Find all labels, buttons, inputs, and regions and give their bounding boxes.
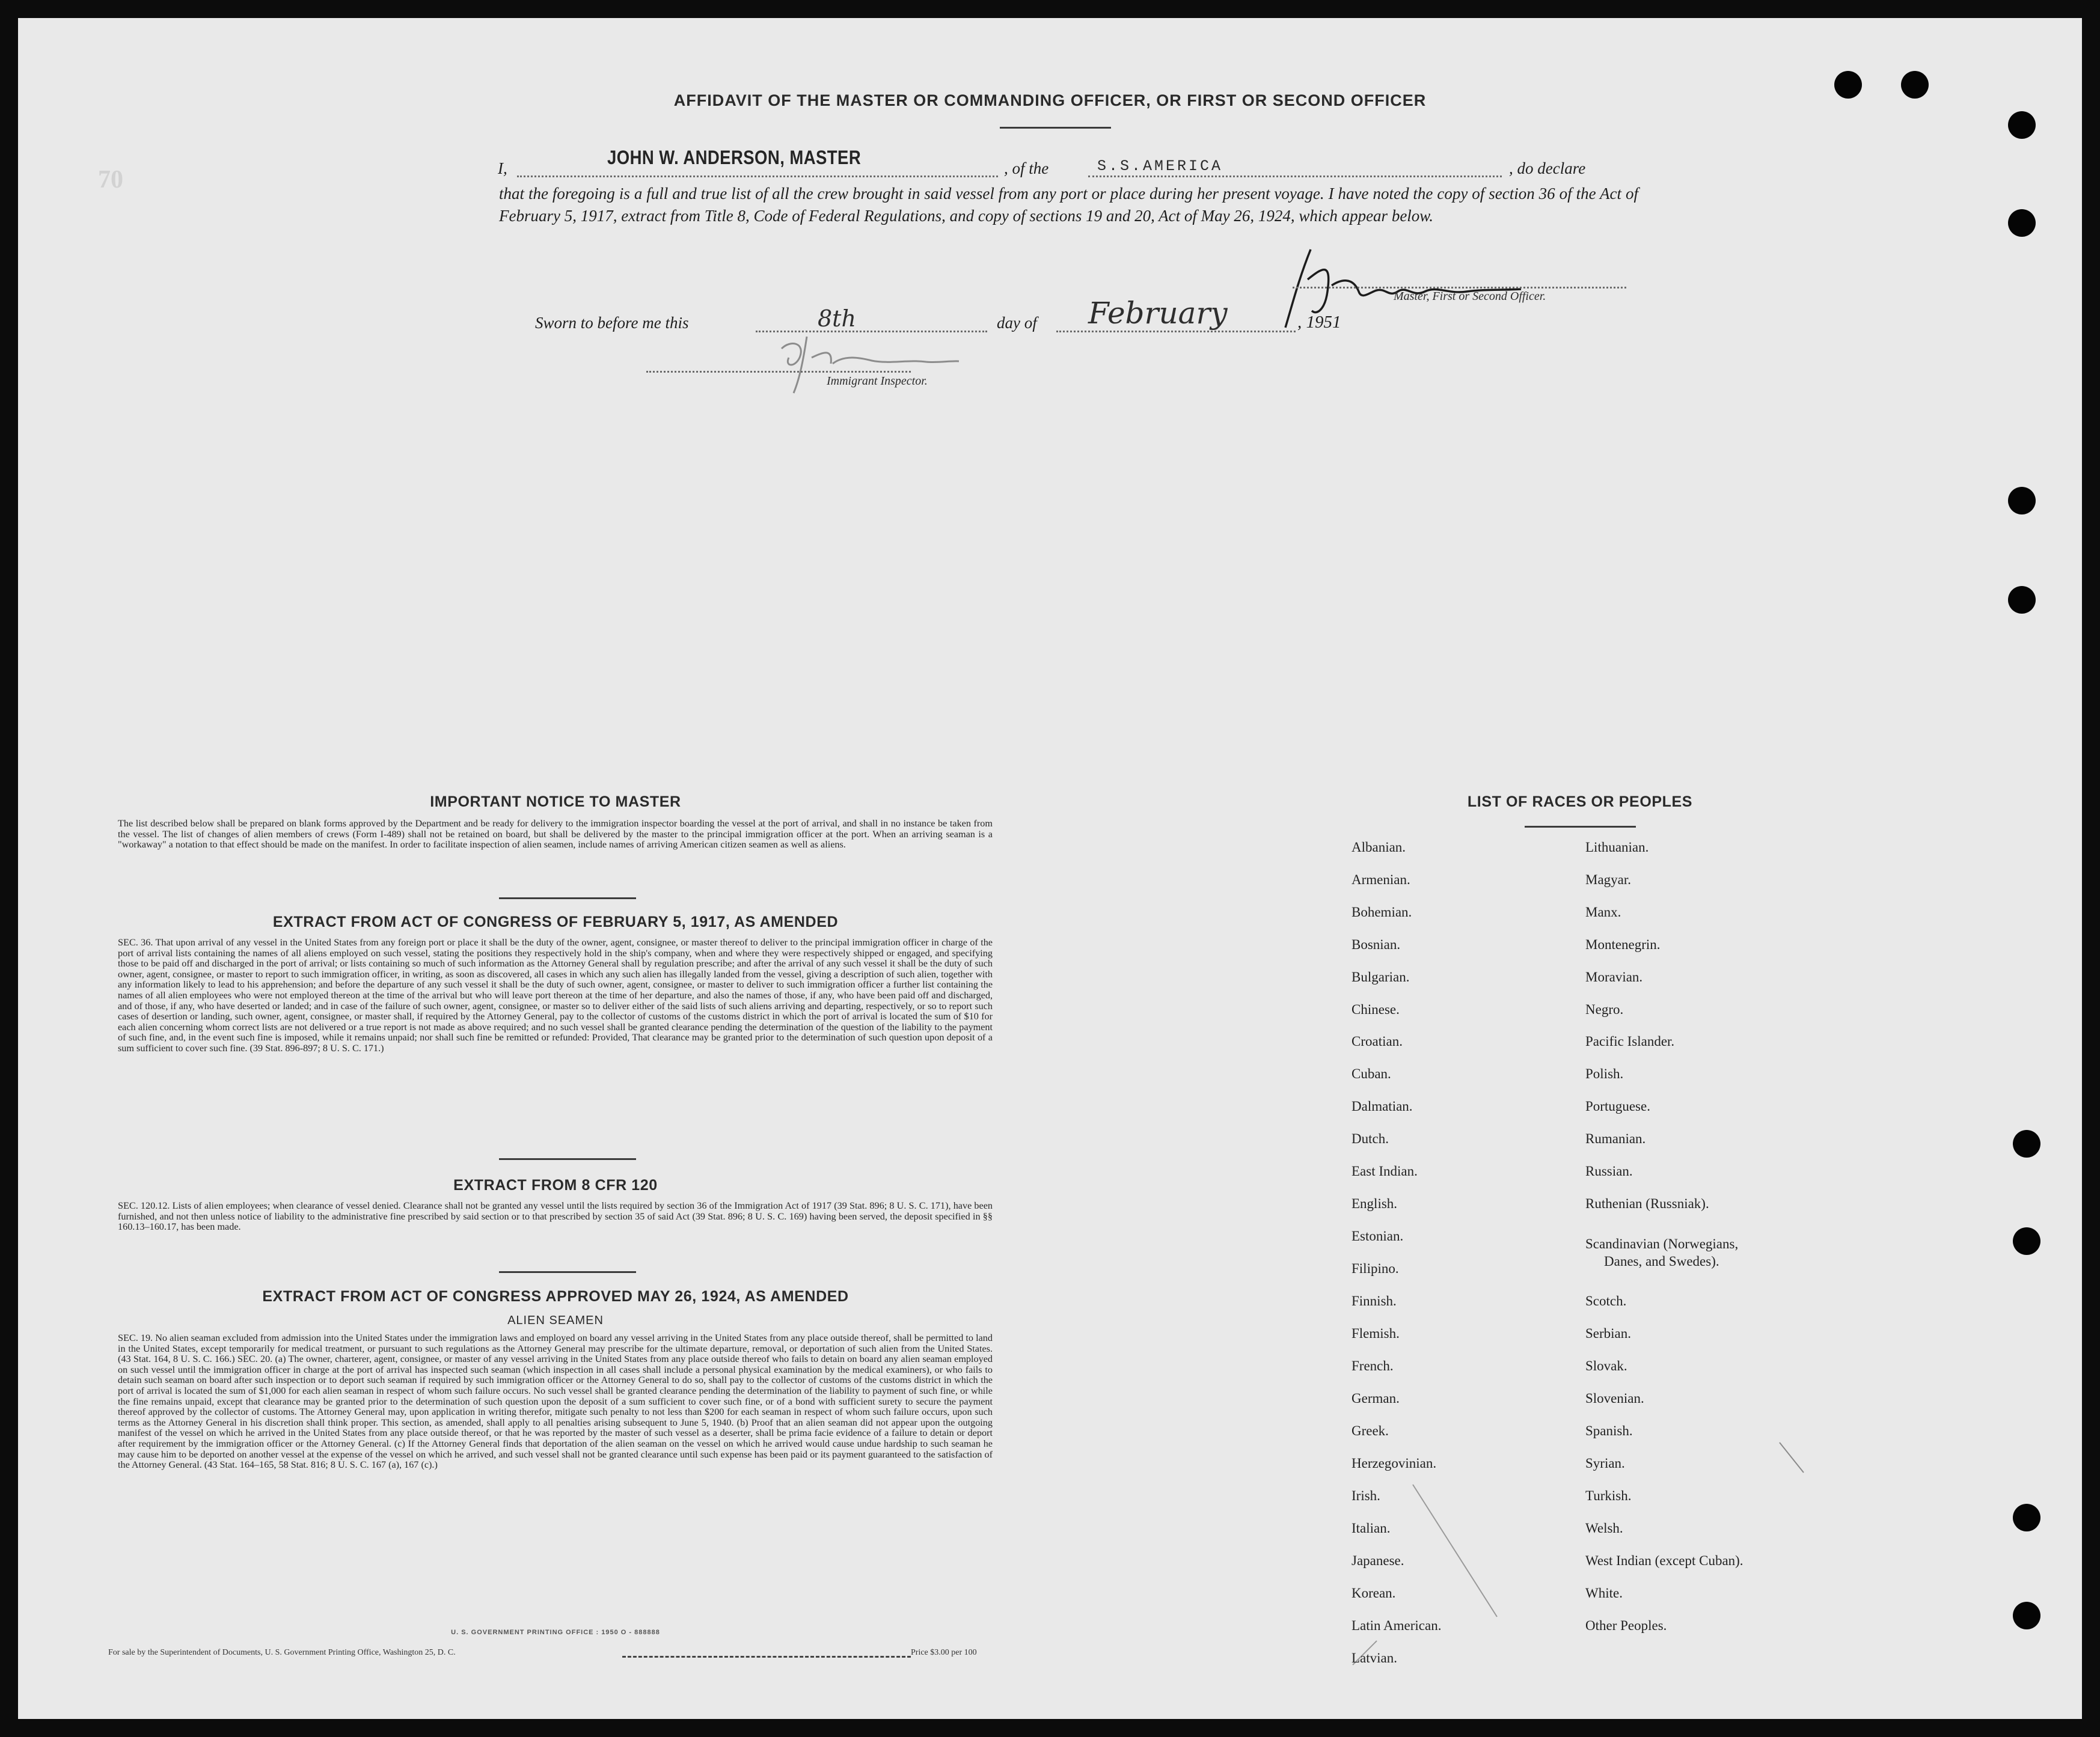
races-rule	[1525, 826, 1636, 828]
punch-hole	[2013, 1227, 2040, 1255]
punch-hole	[2008, 586, 2036, 614]
master-signature-caption: Master, First or Second Officer.	[1394, 290, 1546, 303]
race-item: Lithuanian.	[1585, 840, 1649, 855]
race-item: Filipino.	[1352, 1261, 1399, 1276]
of-the-label: , of the	[1004, 159, 1049, 177]
race-item: Turkish.	[1585, 1488, 1632, 1503]
notice-title: IMPORTANT NOTICE TO MASTER	[430, 793, 681, 810]
race-item: Serbian.	[1585, 1326, 1632, 1341]
sale-notice: For sale by the Superintendent of Documents, U. S. Government Printing Office, Washington 25, D. C.	[108, 1648, 456, 1657]
race-item: Scandinavian (Norwegians,	[1585, 1236, 1739, 1251]
extract-1917-text: SEC. 36. That upon arrival of any vessel in the United States from any foreign port or place it shall be the duty of the owner, agent, consignee, or master thereof to deliver to the principal immigration officer in charge of the port of arrival lists containing the names of all aliens employed on such vessel, stating the positions they respectively hold in the ship's company, when and where they were respectively shipped or engaged, and specifying those to be paid off and discharged in the port of arrival; or lists containing so much of such information as the Attorney General shall by regulation prescribe; and after the arrival of any such vessel it shall be the duty of such owner, agent, consignee, or master to report to such immigration officer, in writing, as soon as discovered, all cases in which any such alien has illegally landed from the vessel, giving a description of such alien, together with any information likely to lead to his apprehension; and before the departure of any such vessel it shall be the duty of such owner, agent, consignee, or master to deliver to such immigration officer a further list containing the names of all alien employees who were not employed thereon at the time of the arrival but who will leave port thereon at the time of her departure, and also the names of those, if any, who have been paid off and discharged, and of those, if any, who have deserted or landed; and in case of the failure of such owner, agent, consignee, or master so to deliver either of the said lists of such aliens arriving and departing, respectively, or so to report such cases of desertion or landing, such owner, agent, consignee, or master shall, if required by the Attorney General, pay to the collector of customs of the customs district in which the port of arrival is located the sum of $10 for each alien concerning whom correct lists are not delivered or a true report is not made as above required; and no such vessel shall be granted clearance pending the determination of the question of the liability to the payment of such fine, and, in the event such fine is imposed, while it remains unpaid; nor shall such fine be remitted or refunded: Provided, That clearance may be granted prior to the determination of such question upon deposit of a sum sufficient to cover such fine. (39 Stat. 896-897; 8 U. S. C. 171.)	[118, 937, 993, 1054]
notice-rule	[499, 897, 636, 899]
race-item: French.	[1352, 1358, 1394, 1373]
sworn-month: February	[1088, 296, 1228, 331]
race-item: Slovak.	[1585, 1358, 1627, 1373]
race-item: Bohemian.	[1352, 905, 1412, 920]
race-item: Portuguese.	[1585, 1099, 1650, 1114]
pencil-marks	[1341, 1436, 1822, 1677]
extract-cfr-text: SEC. 120.12. Lists of alien employees; when clearance of vessel denied. Clearance shall not be granted any vessel until the lists required by section 36 of the Immigration Act of 1917 (39 Stat. 896; 8 U. S. C. 171), have been furnished, and not then unless notice of liability to the administrative fine prescribed by said section or to that prescribed by section 35 of said Act (39 Stat. 896; 8 U. S. C. 169) having been served, the deposit specified in §§ 160.13–160.17, has been made.	[118, 1200, 993, 1233]
extract-1917-rule	[499, 1158, 636, 1160]
race-item: Greek.	[1352, 1423, 1389, 1438]
master-signature-line	[1293, 273, 1626, 288]
race-item: Irish.	[1352, 1488, 1380, 1503]
sworn-year: , 1951	[1297, 313, 1341, 332]
title-rule	[1000, 127, 1111, 129]
race-item: Herzegovinian.	[1352, 1456, 1437, 1471]
sworn-day: 8th	[818, 305, 856, 332]
race-item: Manx.	[1585, 905, 1621, 920]
race-item: Armenian.	[1352, 872, 1410, 887]
alien-seamen-subtitle: ALIEN SEAMEN	[507, 1314, 604, 1327]
race-item: Montenegrin.	[1585, 937, 1661, 952]
extract-cfr-rule	[499, 1271, 636, 1273]
race-item: Rumanian.	[1585, 1131, 1646, 1146]
race-item: Negro.	[1585, 1002, 1624, 1017]
punch-hole	[2013, 1602, 2040, 1629]
race-item: Magyar.	[1585, 872, 1632, 887]
race-item: Moravian.	[1585, 969, 1643, 985]
race-item: Chinese.	[1352, 1002, 1400, 1017]
race-item: Latin American.	[1352, 1618, 1442, 1633]
race-item: Estonian.	[1352, 1229, 1404, 1244]
notice-text: The list described below shall be prepared on blank forms approved by the Department and be ready for delivery to the immigration inspector boarding the vessel at the port of arrival, and shall in no instance be taken from the vessel. The list of changes of alien members of crews (Form I-489) shall not be retained on board, but shall be delivered by the master to the principal immigration officer at the port. When an arriving seaman is a "workaway" a notation to that effect should be made on the manifest. In order to facilitate inspection of alien seamen, include names of arriving American citizen seamen as well as aliens.	[118, 818, 993, 850]
race-item: Scotch.	[1585, 1293, 1627, 1308]
race-item: German.	[1352, 1391, 1400, 1406]
punch-hole	[2013, 1504, 2040, 1531]
race-item: East Indian.	[1352, 1164, 1418, 1179]
races-title: LIST OF RACES OR PEOPLES	[1467, 793, 1693, 810]
race-item: Welsh.	[1585, 1521, 1623, 1536]
race-item: Danes, and Swedes).	[1604, 1254, 1719, 1269]
vessel-name: S.S.AMERICA	[1097, 157, 1223, 175]
race-item: English.	[1352, 1196, 1398, 1211]
footer-dash-line	[622, 1656, 911, 1658]
race-item: Slovenian.	[1585, 1391, 1644, 1406]
inspector-caption: Immigrant Inspector.	[827, 374, 928, 388]
race-item: Spanish.	[1585, 1423, 1633, 1438]
race-item: Dalmatian.	[1352, 1099, 1413, 1114]
race-item: Dutch.	[1352, 1131, 1389, 1146]
extract-1917-title: EXTRACT FROM ACT OF CONGRESS OF FEBRUARY 5, 1917, AS AMENDED	[272, 914, 839, 930]
race-item: White.	[1585, 1586, 1623, 1601]
race-item: Croatian.	[1352, 1034, 1403, 1049]
race-item: Other Peoples.	[1585, 1618, 1667, 1633]
race-item: Polish.	[1585, 1066, 1624, 1081]
race-item: Japanese.	[1352, 1553, 1404, 1568]
race-item: West Indian (except Cuban).	[1585, 1553, 1743, 1568]
race-item: Korean.	[1352, 1586, 1396, 1601]
do-declare-label: , do declare	[1509, 159, 1586, 177]
declaration-text: that the foregoing is a full and true list of all the crew brought in said vessel from any port or place during her present voyage. I have noted the copy of section 36 of the Act of February 5, 1917, extract from Title 8, Code of Federal Regulations, and copy of sections 19 and 20, Act of May 26, 1924, which appear below.	[499, 185, 1638, 225]
race-item: Pacific Islander.	[1585, 1034, 1675, 1049]
race-item: Syrian.	[1585, 1456, 1625, 1471]
extract-1924-text: SEC. 19. No alien seaman excluded from admission into the United States under the immigration laws and employed on board any vessel arriving in the United States from any place outside thereof, shall be permitted to land in the United States, except temporarily for medical treatment, or pursuant to such regulations as the Attorney General may prescribe for the ultimate departure, removal, or deportation of such alien from the United States. (43 Stat. 164, 8 U. S. C. 166.) SEC. 20. (a) The owner, charterer, agent, consignee, or master of any vessel arriving in the United States from any place outside thereof who fails to detain on board any alien seaman employed on such vessel until the immigration officer in charge at the port of arrival has inspected such seaman (which inspection in all cases shall include a personal physical examination by the medical examiners), or who fails to detain such seaman on board after such inspection or to deport such seaman if required by such immigration officer or the Attorney General to do so, shall pay to the collector of customs of the customs district in which the port of arrival is located the sum of $1,000 for each alien seaman in respect of whom such failure occurs. No such vessel shall be granted clearance pending the determination of the liability to payment of such fine, or while the fine remains unpaid, except that clearance may be granted prior to the determination of such question upon the deposit of a sum sufficient to cover such fine, or of a bond with sufficient surety to secure the payment thereof approved by the collector of customs. The Attorney General may, upon application in writing therefor, mitigate such penalty to not less than $200 for each seaman in respect of whom such failure occurs, upon such terms as the Attorney General in his discretion shall think proper. This section, as amended, shall apply to all penalties arising subsequent to June 5, 1940. (b) Proof that an alien seaman did not appear upon the outgoing manifest of the vessel on which he arrived in the United States from any place outside thereof, or that he was reported by the master of such vessel as a deserter, shall be prima facie evidence of a failure to detain or deport after requirement by the immigration officer or the Attorney General. (c) If the Attorney General finds that deportation of the alien seaman on the vessel on which he arrived would cause undue hardship to such seaman he may cause him to be deported on another vessel at the expense of the vessel on which he arrived, and such vessel shall not be granted clearance until such expense has been paid or its payment guaranteed to the satisfaction of the Attorney General. (43 Stat. 164–165, 58 Stat. 816; 8 U. S. C. 167 (a), 167 (c).)	[118, 1333, 993, 1471]
punch-hole	[2008, 487, 2036, 514]
punch-hole	[2008, 111, 2036, 139]
race-item: Albanian.	[1352, 840, 1406, 855]
race-item: Russian.	[1585, 1164, 1633, 1179]
race-item: Latvian.	[1352, 1650, 1397, 1665]
race-item: Italian.	[1352, 1521, 1391, 1536]
gpo-imprint: U. S. GOVERNMENT PRINTING OFFICE : 1950 O - 888888	[451, 1629, 660, 1636]
punch-hole	[2008, 209, 2036, 237]
race-item: Bosnian.	[1352, 937, 1401, 952]
extract-1924-title: EXTRACT FROM ACT OF CONGRESS APPROVED MAY 26, 1924, AS AMENDED	[262, 1288, 849, 1305]
master-name: JOHN W. ANDERSON, MASTER	[607, 147, 862, 168]
inspector-line	[646, 358, 911, 373]
race-item: Cuban.	[1352, 1066, 1391, 1081]
sworn-label: Sworn to before me this	[535, 314, 689, 332]
race-item: Ruthenian (Russniak).	[1585, 1196, 1709, 1211]
race-item: Flemish.	[1352, 1326, 1400, 1341]
page-number: 70	[98, 166, 123, 194]
declaration-i: I,	[498, 159, 507, 177]
extract-cfr-title: EXTRACT FROM 8 CFR 120	[453, 1177, 658, 1194]
race-item: Bulgarian.	[1352, 969, 1410, 985]
race-item: Finnish.	[1352, 1293, 1397, 1308]
day-of-label: day of	[997, 314, 1037, 332]
price-notice: Price $3.00 per 100	[911, 1648, 977, 1657]
punch-hole	[2013, 1130, 2040, 1158]
form-page	[18, 18, 2082, 1719]
affidavit-title: AFFIDAVIT OF THE MASTER OR COMMANDING OFFICER, OR FIRST OR SECOND OFFICER	[673, 91, 1427, 109]
